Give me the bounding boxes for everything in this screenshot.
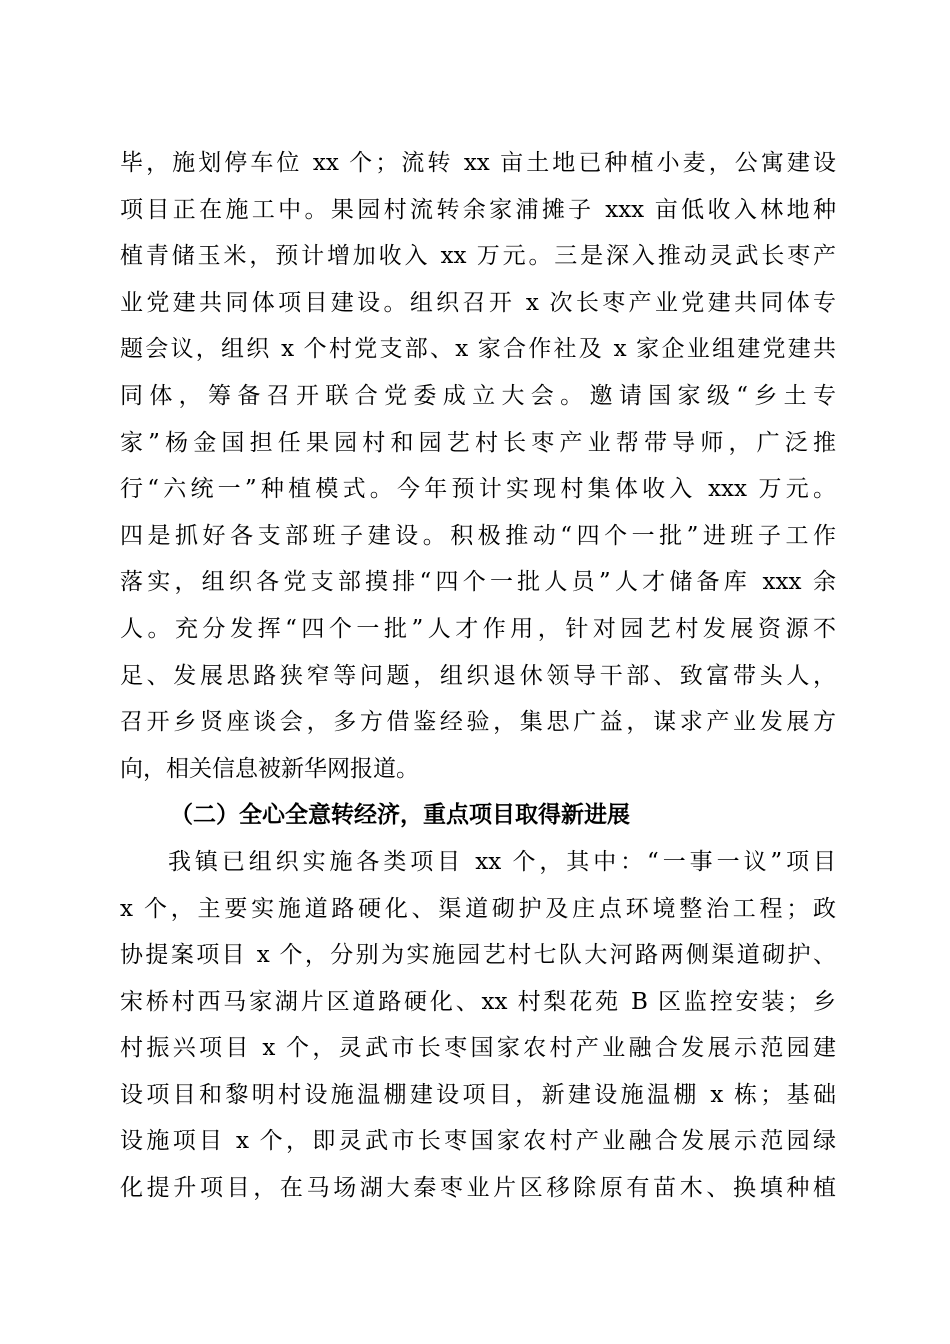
text-line: 我镇已组织实施各类项目 xx 个，其中：“一事一议”项目 [168, 848, 836, 875]
text-line: 设项目和黎明村设施温棚建设项目，新建设施温棚 x 栋；基础 [120, 1081, 836, 1108]
text-line: 项目正在施工中。果园村流转余家浦摊子 xxx 亩低收入林地种 [120, 196, 836, 223]
section-heading: （二）全心全意转经济，重点项目取得新进展 [170, 801, 630, 829]
paragraph-2 [120, 839, 836, 1212]
text-line: 四是抓好各支部班子建设。积极推动“四个一批”进班子工作 [120, 522, 836, 549]
text-line: 家”杨金国担任果园村和园艺村长枣产业帮带导师，广泛推 [120, 429, 836, 456]
text-line: 向，相关信息被新华网报道。 [120, 755, 419, 782]
paragraph-1 [120, 140, 836, 792]
text-line: 人。充分发挥“四个一批”人才作用，针对园艺村发展资源不 [120, 615, 836, 642]
text-line: 业党建共同体项目建设。组织召开 x 次长枣产业党建共同体专 [120, 289, 836, 316]
text-line: 设施项目 x 个，即灵武市长枣国家农村产业融合发展示范园绿 [120, 1128, 836, 1155]
text-line: x 个，主要实施道路硬化、渠道砌护及庄点环境整治工程；政 [120, 895, 836, 922]
text-line: 同体，筹备召开联合党委成立大会。邀请国家级“乡土专 [120, 382, 836, 409]
text-line: 行“六统一”种植模式。今年预计实现村集体收入 xxx 万元。 [120, 476, 836, 503]
text-line: 化提升项目，在马场湖大秦枣业片区移除原有苗木、换填种植 [120, 1175, 836, 1202]
text-line: 村振兴项目 x 个，灵武市长枣国家农村产业融合发展示范园建 [120, 1035, 836, 1062]
text-line: 落实，组织各党支部摸排“四个一批人员”人才储备库 xxx 余 [120, 569, 836, 596]
text-line: 宋桥村西马家湖片区道路硬化、xx 村梨花苑 B 区监控安装；乡 [120, 988, 836, 1015]
text-line: 毕，施划停车位 xx 个；流转 xx 亩土地已种植小麦，公寓建设 [120, 150, 836, 176]
text-line: 植青储玉米，预计增加收入 xx 万元。三是深入推动灵武长枣产 [120, 243, 836, 270]
text-line: 召开乡贤座谈会，多方借鉴经验，集思广益，谋求产业发展方 [120, 709, 836, 736]
text-line: 协提案项目 x 个，分别为实施园艺村七队大河路两侧渠道砌护、 [120, 942, 836, 969]
document-body [120, 140, 836, 1212]
text-line: 题会议，组织 x 个村党支部、x 家合作社及 x 家企业组建党建共 [120, 336, 836, 363]
text-line: 足、发展思路狭窄等问题，组织退休领导干部、致富带头人， [120, 662, 836, 689]
